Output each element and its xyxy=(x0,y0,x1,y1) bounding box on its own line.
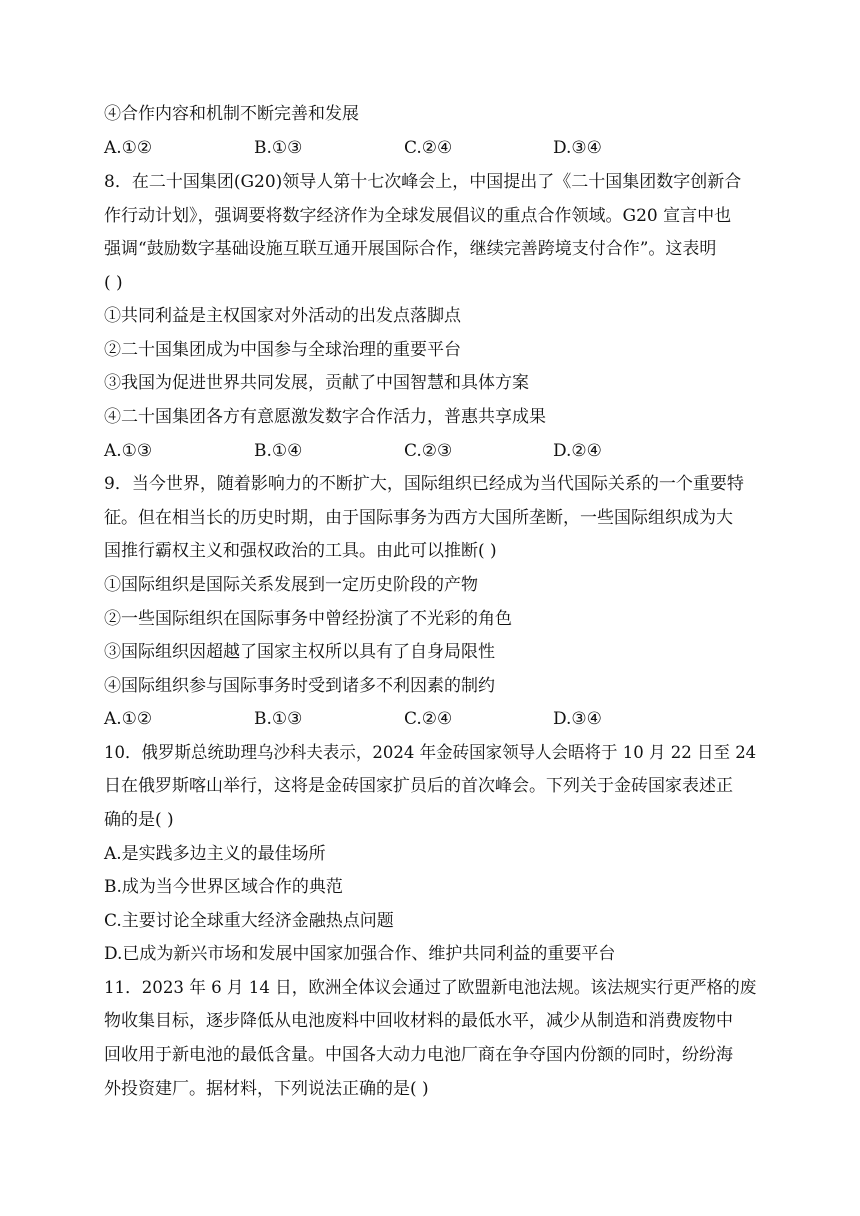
option-c: C.②④ xyxy=(404,709,453,729)
option-a: A.①② xyxy=(104,709,153,729)
q10-choice-d: D.已成为新兴市场和发展中国家加强合作、维护共同利益的重要平台 xyxy=(104,944,616,964)
q9-options xyxy=(104,708,764,730)
q11-stem-line-3: 回收用于新电池的最低含量。中国各大动力电池厂商在争夺国内份额的同时，纷纷海 xyxy=(104,1045,733,1065)
option-d: D.③④ xyxy=(553,138,602,158)
option-b: B.①③ xyxy=(254,138,303,158)
q10-choice-b: B.成为当今世界区域合作的典范 xyxy=(104,877,343,897)
q8-statement-2: ②二十国集团成为中国参与全球治理的重要平台 xyxy=(104,340,461,360)
option-d: D.②④ xyxy=(553,441,602,461)
q11-stem-line-4: 外投资建厂。据材料，下列说法正确的是( ) xyxy=(104,1079,429,1099)
option-c: C.②③ xyxy=(404,441,453,461)
q8-options xyxy=(104,440,764,462)
q10-choice-a: A.是实践多边主义的最佳场所 xyxy=(104,844,326,864)
q10-stem-line-1: 10．俄罗斯总统助理乌沙科夫表示，2024 年金砖国家领导人会晤将于 10 月 22 日至 24 xyxy=(104,743,757,763)
q8-stem-line-1: 8．在二十国集团(G20)领导人第十七次峰会上，中国提出了《二十国集团数字创新合 xyxy=(104,172,742,192)
q10-choice-c: C.主要讨论全球重大经济金融热点问题 xyxy=(104,911,394,931)
top-options xyxy=(104,137,764,159)
q9-stem-line-2: 征。但在相当长的历史时期，由于国际事务为西方大国所垄断，一些国际组织成为大 xyxy=(104,508,733,528)
option-d: D.③④ xyxy=(553,709,602,729)
q8-statement-1: ①共同利益是主权国家对外活动的出发点落脚点 xyxy=(104,306,461,326)
q9-stem-line-1: 9．当今世界，随着影响力的不断扩大，国际组织已经成为当代国际关系的一个重要特 xyxy=(104,474,744,494)
q9-statement-2: ②一些国际组织在国际事务中曾经扮演了不光彩的角色 xyxy=(104,609,512,629)
q8-statement-4: ④二十国集团各方有意愿激发数字合作活力，普惠共享成果 xyxy=(104,407,546,427)
q8-stem-line-3: 强调“鼓励数字基础设施互联互通开展国际合作，继续完善跨境支付合作”。这表明 xyxy=(104,239,717,259)
q10-stem-line-3: 确的是( ) xyxy=(104,810,174,830)
q8-answer-blank: ( ) xyxy=(104,273,123,293)
q9-statement-3: ③国际组织因超越了国家主权所以具有了自身局限性 xyxy=(104,642,495,662)
q10-stem-line-2: 日在俄罗斯喀山举行，这将是金砖国家扩员后的首次峰会。下列关于金砖国家表述正 xyxy=(104,776,733,796)
q9-statement-1: ①国际组织是国际关系发展到一定历史阶段的产物 xyxy=(104,575,478,595)
option-b: B.①③ xyxy=(254,709,303,729)
q8-stem-line-2: 作行动计划》，强调要将数字经济作为全球发展倡议的重点合作领域。G20 宣言中也 xyxy=(104,206,732,226)
top-statement-4: ④合作内容和机制不断完善和发展 xyxy=(104,104,359,124)
q8-statement-3: ③我国为促进世界共同发展，贡献了中国智慧和具体方案 xyxy=(104,373,529,393)
q9-stem-line-3: 国推行霸权主义和强权政治的工具。由此可以推断( ) xyxy=(104,541,497,561)
option-a: A.①③ xyxy=(104,441,153,461)
q9-statement-4: ④国际组织参与国际事务时受到诸多不利因素的制约 xyxy=(104,676,495,696)
option-c: C.②④ xyxy=(404,138,453,158)
q11-stem-line-1: 11．2023 年 6 月 14 日，欧洲全体议会通过了欧盟新电池法规。该法规实行更严格的废 xyxy=(104,978,757,998)
option-a: A.①② xyxy=(104,138,153,158)
q11-stem-line-2: 物收集目标，逐步降低从电池废料中回收材料的最低水平，减少从制造和消费废物中 xyxy=(104,1011,733,1031)
option-b: B.①④ xyxy=(254,441,303,461)
